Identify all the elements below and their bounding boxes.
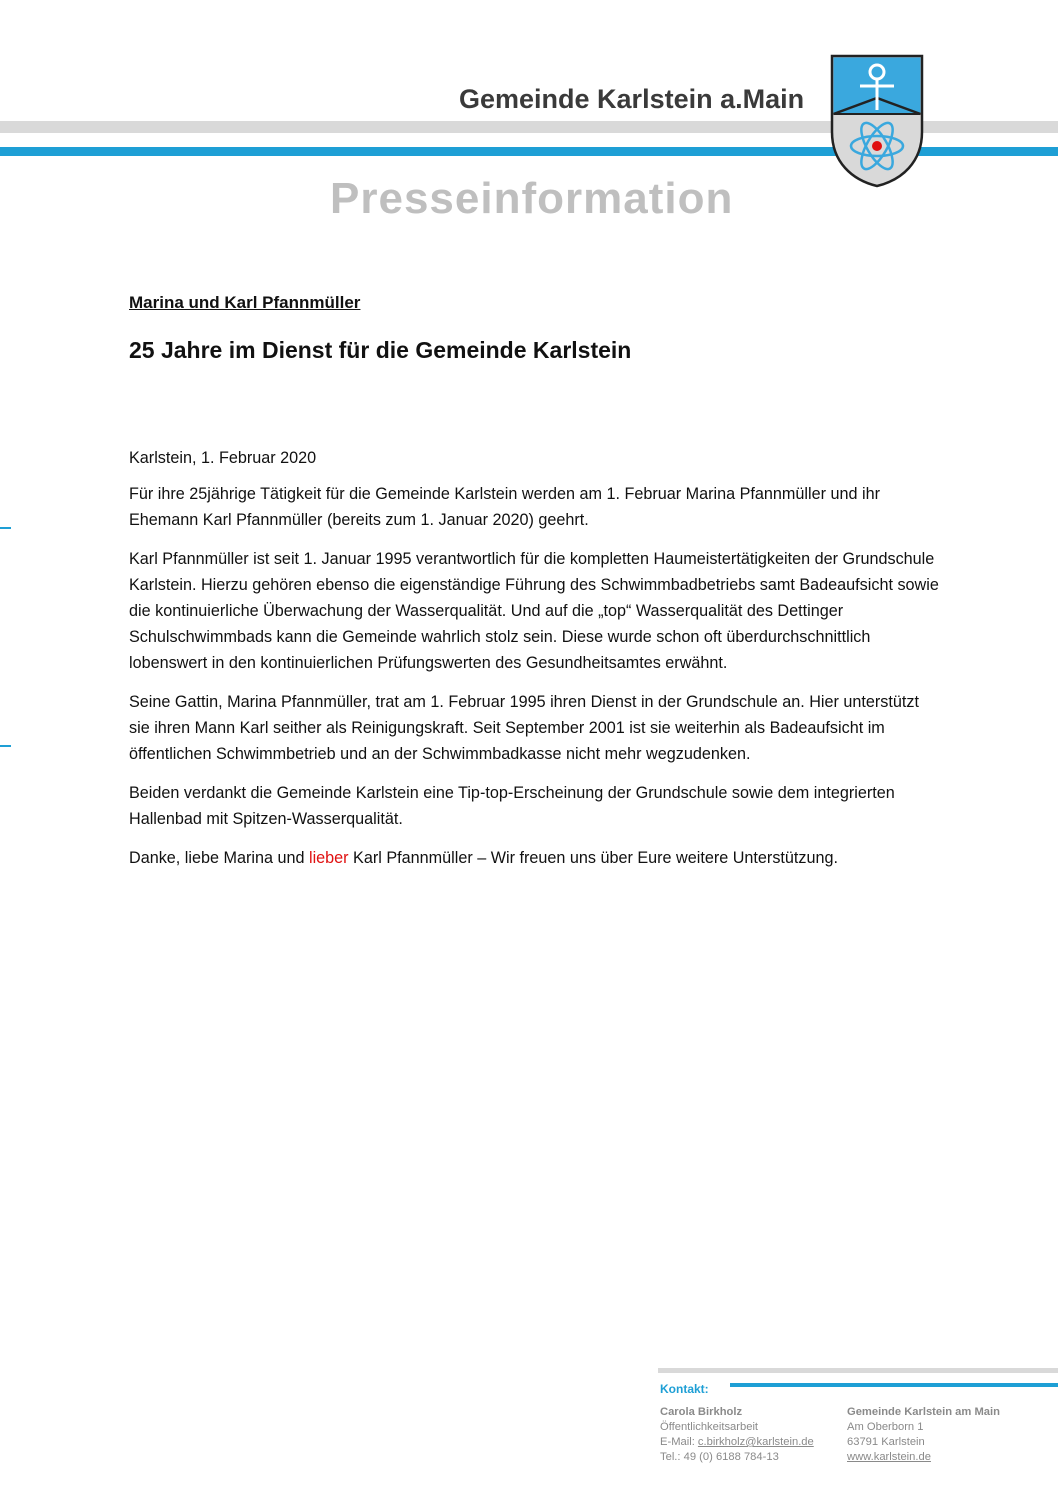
email-link[interactable]: c.birkholz@karlstein.de [697,1436,814,1448]
organization-title: Gemeinde Karlstein a.Main [459,84,805,114]
article-body [129,445,939,884]
article-closing [129,845,939,871]
article-paragraph: Seine Gattin, Marina Pfannmüller, trat am 1. Februar 1995 ihren Dienst in der Grundschule an. Hier unterstützt sie ihren Mann Karl seither als Reinigungskraft. Seit September 2001 ist sie weiterhin als Badeaufsicht im öffentlichen Schwimmbetrieb und an der Schwimmbadkasse nicht mehr wegzudenken. [129,693,919,763]
margin-mark [0,745,11,747]
contact-label: Kontakt: [660,1382,709,1396]
contact-phone: Tel.: 49 (0) 6188 784-13 [660,1451,779,1463]
article-headline: 25 Jahre im Dienst für die Gemeinde Karlstein [129,337,632,363]
contact-name: Carola Birkholz [660,1406,743,1418]
email-label: E-Mail: [660,1436,698,1448]
contact-role: Öffentlichkeitsarbeit [660,1421,759,1433]
footer-grey-line [658,1368,1058,1373]
article-paragraph: Für ihre 25jährige Tätigkeit für die Gemeinde Karlstein werden am 1. Februar Marina Pfannmüller und ihr Ehemann Karl Pfannmüller (bereits zum 1. Januar 2020) geehrt. [129,485,880,529]
article-subtitle: Marina und Karl Pfannmüller [129,293,361,312]
contact-person [660,1405,814,1465]
article-paragraph: Beiden verdankt die Gemeinde Karlstein eine Tip-top-Erscheinung der Grundschule sowie dem integrierten Hallenbad mit Spitzen-Wasserqualität. [129,784,895,828]
contact-email-line [660,1435,814,1450]
office-name: Gemeinde Karlstein am Main [847,1406,1000,1418]
contact-office [847,1405,1000,1465]
website-link[interactable]: www.karlstein.de [847,1451,931,1463]
closing-highlight: lieber [308,849,349,867]
press-release-title: Presseinformation [330,174,734,223]
closing-text: Karl Pfannmüller – Wir freuen uns über Eure weitere Unterstützung. [348,849,839,867]
article-dateline: Karlstein, 1. Februar 2020 [129,449,317,467]
closing-text: Danke, liebe Marina und [129,849,309,867]
office-city: 63791 Karlstein [847,1436,925,1448]
coat-of-arms-icon [830,54,924,188]
footer-blue-line [730,1383,1058,1387]
article-paragraph: Karl Pfannmüller ist seit 1. Januar 1995 verantwortlich für die kompletten Haumeistertätigkeiten der Grundschule Karlstein. Hierzu gehören ebenso die eigenständige Führung des Schwimmbadbetriebs samt Badeaufsicht sowie die kontinuierliche Überwachung der Wasserqualität. Und auf die „top“ Wasserqualität des Dettinger Schulschwimmbads kann die Gemeinde wahrlich stolz sein. Diese wurde schon oft überdurchschnittlich lobenswert in den kontinuierlichen Prüfungswerten des Gesundheitsamtes erwähnt. [129,550,939,672]
margin-mark [0,527,11,529]
office-street: Am Oberborn 1 [847,1421,924,1433]
